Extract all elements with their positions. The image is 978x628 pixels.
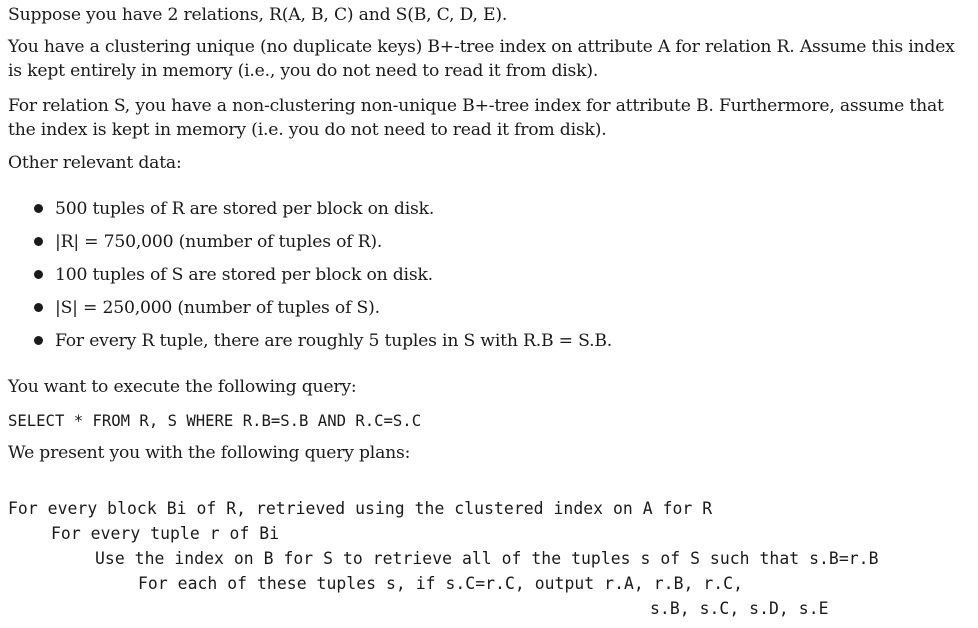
query-intro: You want to execute the following query:	[8, 377, 357, 397]
list-item: 100 tuples of S are stored per block on disk.	[8, 263, 612, 296]
bullet-icon	[34, 204, 43, 213]
plan-line: s.B, s.C, s.D, s.E	[650, 599, 829, 618]
plan-line: For every block Bi of R, retrieved using the clustered index on A for R	[8, 499, 713, 518]
other-data-label: Other relevant data:	[8, 153, 182, 173]
sql-query: SELECT * FROM R, S WHERE R.B=S.B AND R.C=S.C	[8, 412, 422, 430]
plans-intro: We present you with the following query plans:	[8, 443, 411, 463]
plan-line: Use the index on B for S to retrieve all of the tuples s of S such that s.B=r.B	[95, 549, 879, 568]
bullet-icon	[34, 303, 43, 312]
list-item: 500 tuples of R are stored per block on disk.	[8, 197, 612, 230]
bullet-icon	[34, 336, 43, 345]
plan-line: For every tuple r of Bi	[51, 524, 280, 543]
bullet-icon	[34, 270, 43, 279]
r-index-paragraph: You have a clustering unique (no duplicate keys) B+-tree index on attribute A for relation R. Assume this index is kept entirely in memory (i.e., you do not need to read it from disk).	[8, 37, 955, 81]
query-plan	[8, 496, 879, 621]
list-item: For every R tuple, there are roughly 5 tuples in S with R.B = S.B.	[8, 329, 612, 362]
bullet-icon	[34, 237, 43, 246]
intro-text: Suppose you have 2 relations, R(A, B, C) and S(B, C, D, E).	[8, 5, 508, 25]
s-index-paragraph: For relation S, you have a non-clustering non-unique B+-tree index for attribute B. Furthermore, assume that the index is kept in memory (i.e. you do not need to read it from disk).	[8, 96, 944, 140]
plan-line: For each of these tuples s, if s.C=r.C, output r.A, r.B, r.C,	[138, 574, 743, 593]
list-item: |S| = 250,000 (number of tuples of S).	[8, 296, 612, 329]
relevant-data-list	[8, 197, 612, 362]
list-item: |R| = 750,000 (number of tuples of R).	[8, 230, 612, 263]
